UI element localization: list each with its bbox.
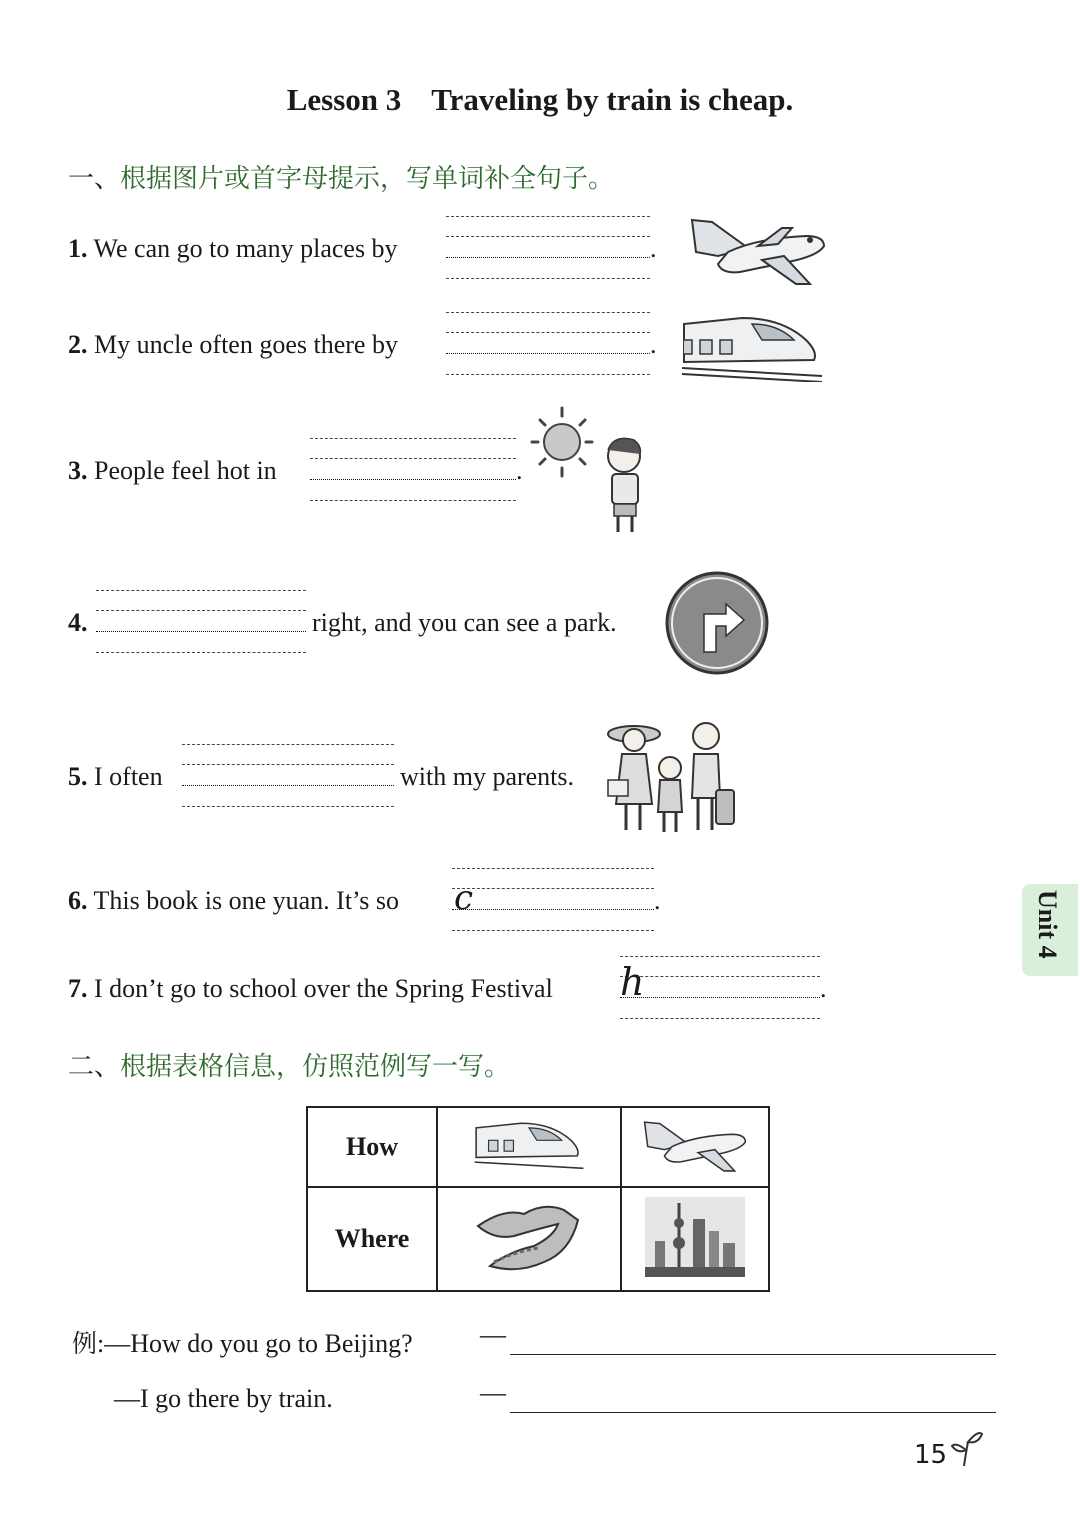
unit-label: Unit 4 — [1033, 890, 1062, 959]
page-title — [0, 82, 1080, 118]
question-text: This book is one yuan. It’s so — [93, 886, 400, 915]
table-cell-train — [437, 1107, 621, 1187]
family-travel-icon — [604, 714, 740, 838]
question-number: 5. — [68, 762, 88, 791]
city-skyline-icon — [645, 1197, 745, 1277]
question-number: 7. — [68, 974, 88, 1003]
question-text-before: I often — [94, 762, 163, 791]
answer-line-1[interactable] — [510, 1354, 996, 1355]
sprout-icon — [950, 1428, 984, 1468]
example-question — [72, 1324, 413, 1360]
answer-blank-3[interactable] — [310, 438, 516, 502]
question-text: People feel hot in — [94, 456, 277, 485]
period: . — [654, 886, 661, 915]
answer-blank-6[interactable] — [452, 868, 654, 932]
great-wall-icon — [474, 1196, 584, 1278]
question-3 — [68, 456, 277, 486]
question-number: 4. — [68, 608, 88, 637]
answer-dash-2: — — [480, 1378, 506, 1407]
answer-blank-7[interactable] — [620, 956, 820, 1020]
summer-sun-boy-icon — [530, 404, 650, 538]
section-one-heading — [68, 158, 614, 195]
airplane-icon — [640, 1116, 750, 1174]
question-7 — [68, 974, 553, 1004]
question-4 — [68, 608, 88, 638]
page-number: 15 — [914, 1440, 948, 1470]
turn-right-sign-icon — [664, 570, 770, 676]
period: . — [650, 234, 657, 263]
period: . — [516, 456, 523, 485]
table-header-how: How — [307, 1107, 437, 1187]
question-number: 2. — [68, 330, 88, 359]
answer-blank-2[interactable] — [446, 312, 650, 376]
section-two-instruction: 根据表格信息，仿照范例写一写。 — [120, 1052, 511, 1082]
question-text-after: with my parents. — [400, 762, 575, 791]
example-answer: —I go there by train. — [114, 1384, 333, 1413]
section-two-heading — [68, 1046, 510, 1083]
first-letter-hint: h — [620, 960, 645, 1004]
example-label: 例 — [72, 1329, 98, 1358]
question-5 — [68, 762, 163, 792]
question-1 — [68, 234, 398, 264]
high-speed-train-icon — [474, 1117, 584, 1173]
question-text: right, and you can see a park. — [312, 608, 617, 637]
section-one-instruction: 根据图片或首字母提示，写单词补全句子。 — [120, 164, 615, 194]
question-number: 1. — [68, 234, 88, 263]
question-2 — [68, 330, 398, 360]
unit-side-tab — [1022, 884, 1078, 976]
question-6 — [68, 886, 399, 916]
answer-blank-4[interactable] — [96, 590, 306, 654]
airplane-icon — [688, 212, 828, 288]
example-colon: : — [97, 1329, 105, 1358]
answer-blank-1[interactable] — [446, 216, 650, 280]
question-text: My uncle often goes there by — [94, 330, 398, 359]
table-cell-plane — [621, 1107, 769, 1187]
lesson-topic: Traveling by train is cheap. — [431, 82, 794, 117]
table-header-where: Where — [307, 1187, 437, 1291]
period: . — [820, 974, 827, 1003]
high-speed-train-icon — [682, 310, 822, 382]
question-number: 6. — [68, 886, 88, 915]
period: . — [650, 330, 657, 359]
question-text: I don’t go to school over the Spring Festival — [94, 974, 553, 1003]
table-cell-great-wall — [437, 1187, 621, 1291]
answer-dash-1: — — [480, 1320, 506, 1349]
table-cell-shanghai-skyline — [621, 1187, 769, 1291]
lesson-number: Lesson 3 — [286, 82, 402, 117]
first-letter-hint: c — [454, 878, 474, 918]
info-table — [306, 1106, 770, 1292]
example-question-text: —How do you go to Beijing? — [104, 1329, 413, 1358]
question-text: We can go to many places by — [93, 234, 398, 263]
answer-blank-5[interactable] — [182, 744, 394, 808]
question-number: 3. — [68, 456, 88, 485]
section-two-number: 二、 — [68, 1052, 121, 1082]
section-one-number: 一、 — [68, 164, 121, 194]
answer-line-2[interactable] — [510, 1412, 996, 1413]
